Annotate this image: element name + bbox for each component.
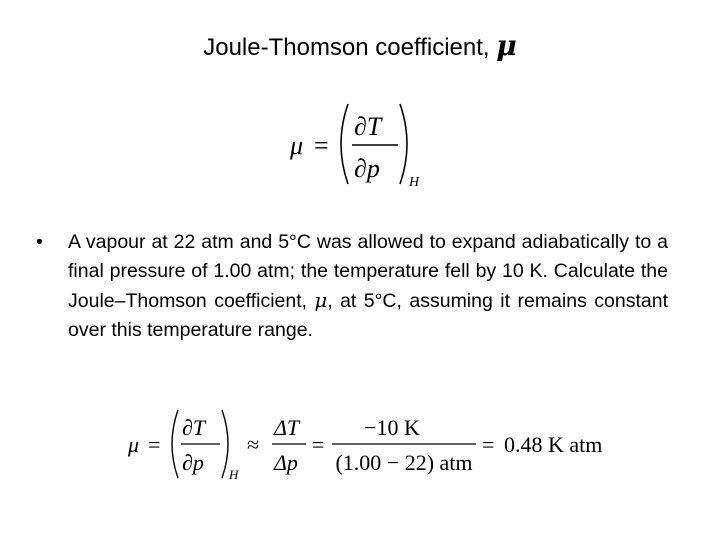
- solution-delta-numerator: ΔT: [274, 415, 300, 440]
- solution-left-paren: [172, 410, 178, 478]
- solution-right-paren: [222, 410, 228, 478]
- solution-subscript: H: [229, 467, 239, 482]
- definition-equals: =: [314, 131, 329, 160]
- solution-equals-3: =: [482, 432, 495, 457]
- bullet-text: [68, 228, 668, 345]
- title-mu-symbol: μ: [496, 29, 517, 62]
- solution-value-denominator: (1.00 − 22) atm: [335, 450, 473, 475]
- definition-equation: [288, 100, 428, 192]
- definition-right-paren: [400, 104, 407, 184]
- bullet-marker: •: [36, 231, 43, 253]
- slide-title: [0, 28, 720, 66]
- solution-result: 0.48 K atm: [504, 432, 603, 457]
- solution-value-numerator: −10 K: [364, 415, 420, 440]
- solution-equals: =: [148, 432, 161, 457]
- solution-approx: ≈: [247, 432, 260, 457]
- bullet-text-after: , at 5°C, assuming it remains constant over this temperature range.: [68, 290, 668, 341]
- bullet-mu-symbol: μ: [314, 289, 328, 312]
- solution-numerator: ∂T: [182, 415, 206, 440]
- title-text: Joule-Thomson coefficient,: [203, 34, 490, 61]
- solution-delta-denominator: Δp: [274, 450, 298, 475]
- definition-subscript: H: [409, 175, 420, 190]
- solution-equals-2: =: [312, 432, 325, 457]
- definition-numerator: ∂T: [354, 112, 382, 141]
- definition-left-paren: [341, 104, 348, 184]
- solution-lhs-mu: μ: [128, 432, 140, 457]
- bullet-paragraph: [36, 228, 668, 345]
- solution-denominator: ∂p: [182, 450, 204, 475]
- definition-denominator: ∂p: [354, 154, 380, 183]
- solution-equation: [126, 404, 616, 484]
- bullet-text-before: A vapour at 22 atm and 5°C was allowed to expand adiabatically to a final pressure of 1.00 atm; the temperature fell by 10 K. Calculate the Joule–Thomson coefficient,: [68, 231, 668, 312]
- definition-lhs-mu: μ: [290, 131, 304, 160]
